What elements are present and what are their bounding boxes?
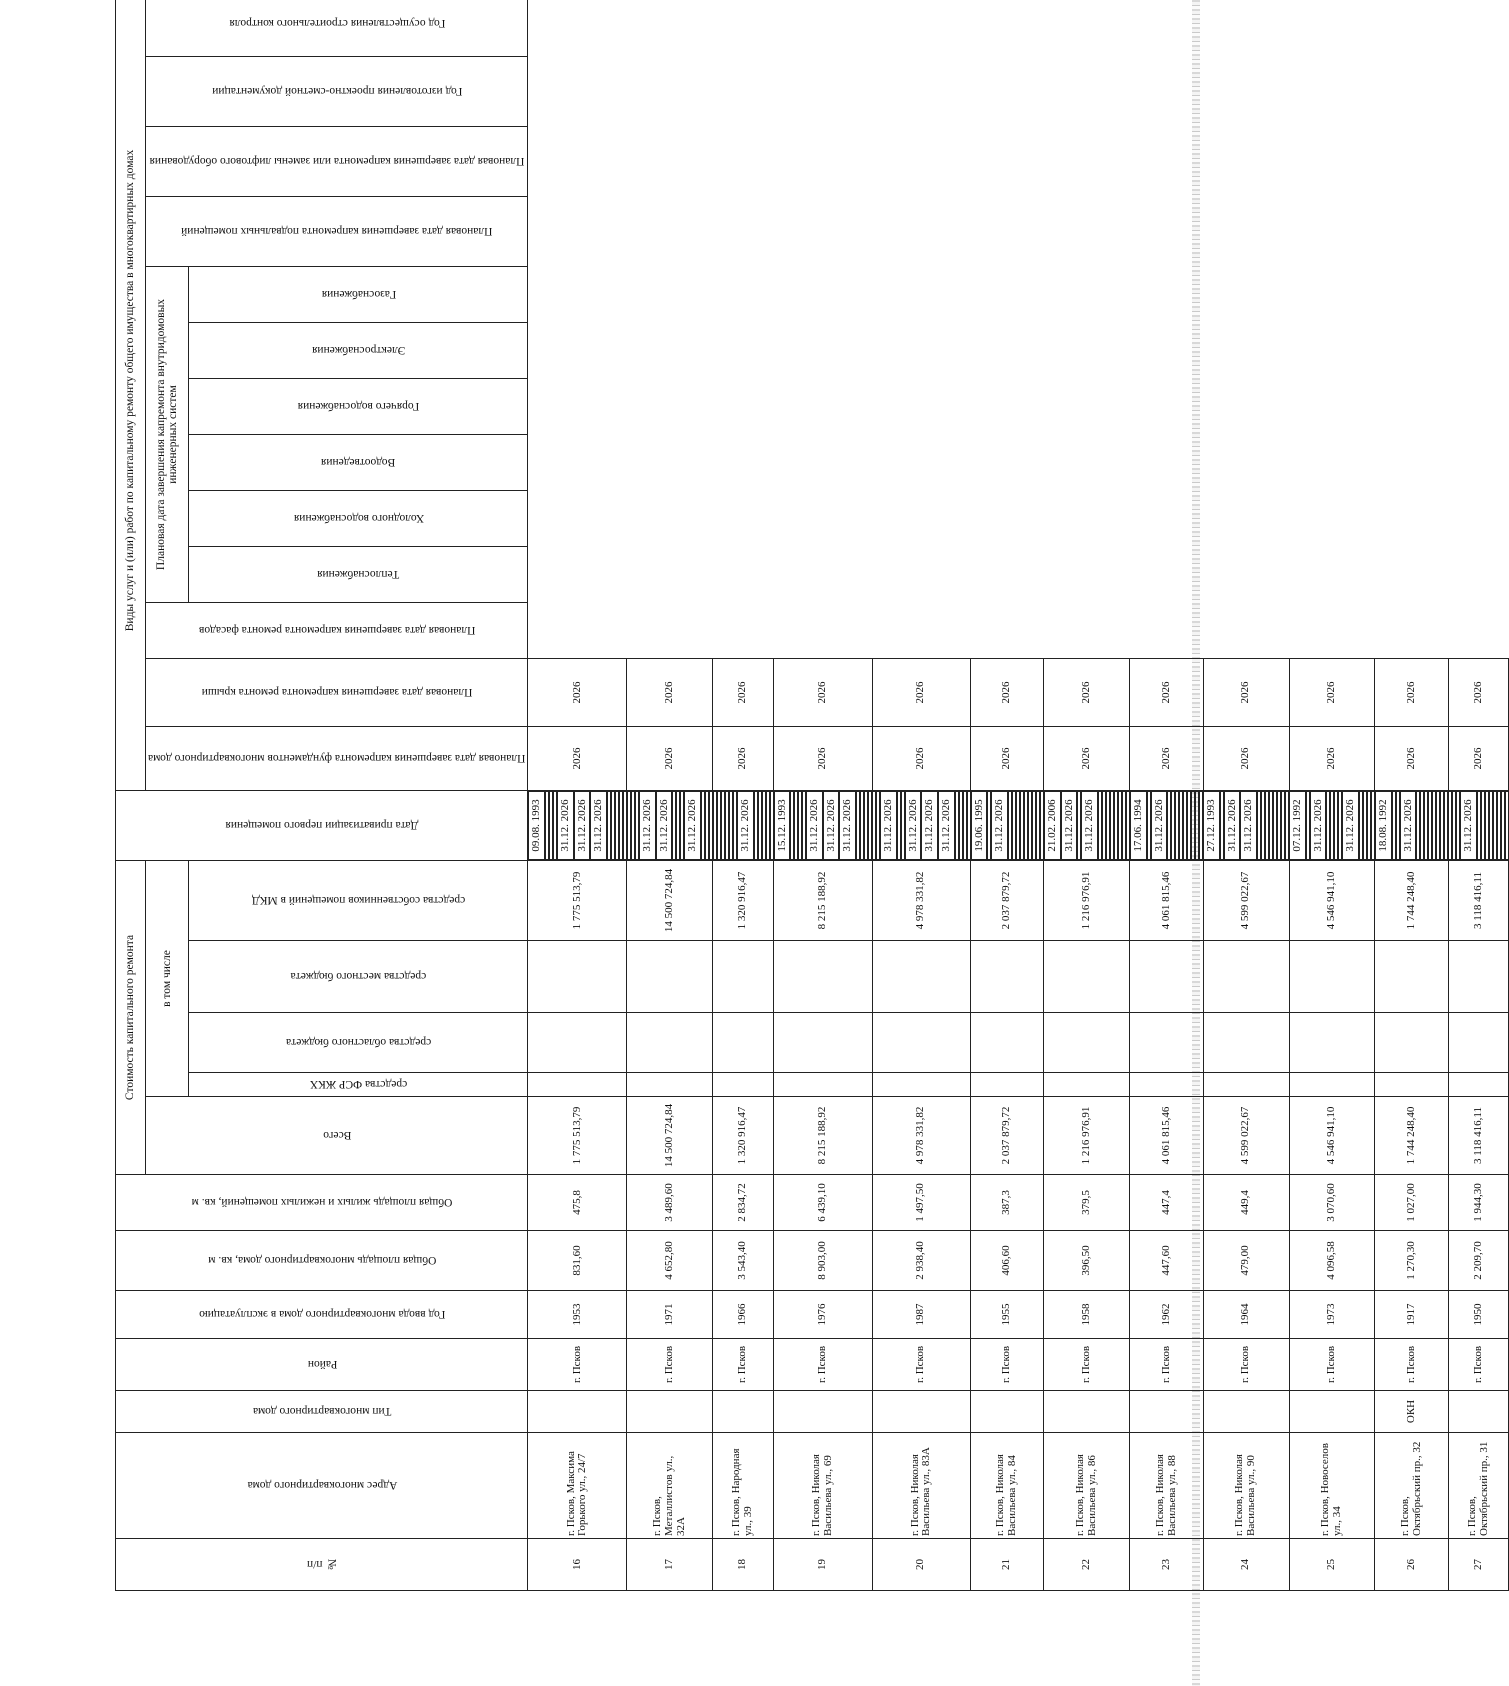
cell-cost-regional: [528, 1013, 627, 1073]
header-engineering-group: Плановая дата завершения капремонта внутридомовых инженерных систем: [146, 267, 189, 603]
cell-cost-fund: [1044, 1073, 1130, 1097]
cell-year-built: 1964: [1203, 1291, 1289, 1339]
cell-facade: 31.12. 2026: [1240, 791, 1257, 860]
cell-total-area: 8 903,00: [774, 1231, 873, 1291]
cell-address: г. Псков, Октябрьский пр., 31: [1448, 1433, 1509, 1539]
cell-cost-fund: [971, 1073, 1044, 1097]
cell-cost-total: 4 599 022,67: [1203, 1097, 1289, 1175]
cell-privatization: 21.02. 2006: [1044, 791, 1061, 860]
cell-roof: 31.12. 2026: [880, 791, 897, 860]
header-control-year: Год осуществления строительного контроля: [146, 0, 528, 57]
cell-design-year: 2026: [774, 727, 873, 791]
cell-privatization: 17.06. 1994: [1130, 791, 1147, 860]
cell-total-area: 447,60: [1130, 1231, 1203, 1291]
cell-cost-total: 14 500 724,84: [627, 1097, 713, 1175]
cell-cold-water: 31.12. 2026: [574, 791, 591, 860]
cell-district: г. Псков: [627, 1339, 713, 1391]
cell-district: г. Псков: [1130, 1339, 1203, 1391]
cell-hot-water: 31.12. 2026: [839, 791, 856, 860]
table-row: [1044, 0, 1130, 1591]
cell-cost-fund: [1289, 1073, 1375, 1097]
cell-cost-fund: [1448, 1073, 1509, 1097]
cell-cost-owners: 8 215 188,92: [774, 861, 873, 941]
cell-premises-area: 447,4: [1130, 1175, 1203, 1231]
cell-address: г. Псков, Металлистов ул., 32А: [627, 1433, 713, 1539]
table-row: [1130, 0, 1203, 1591]
table-body: [528, 0, 1509, 1591]
header-cost-regional: средства областного бюджета: [189, 1013, 528, 1073]
cell-control-year: 2026: [1448, 659, 1509, 727]
header-privatization: Дата приватизации первого помещения: [116, 791, 528, 861]
header-foundation: Плановая дата завершения капремонта фундаментов многоквартирного дома: [146, 727, 528, 791]
header-drainage: Водоотведения: [189, 435, 528, 491]
cell-cold-water: 31.12. 2026: [905, 791, 922, 860]
cell-cost-local: [1375, 941, 1448, 1013]
cell-cost-fund: [713, 1073, 774, 1097]
header-cold-water: Холодного водоснабжения: [189, 491, 528, 547]
cell-control-year: 2026: [971, 659, 1044, 727]
table-row: [1375, 0, 1448, 1591]
table-row: [872, 0, 971, 1591]
cell-cost-regional: [1289, 1013, 1375, 1073]
cell-cost-local: [1203, 941, 1289, 1013]
cell-design-year: 2026: [872, 727, 971, 791]
cell-num: 26: [1375, 1539, 1448, 1591]
cell-district: г. Псков: [872, 1339, 971, 1391]
cell-hot-water: 31.12. 2026: [1342, 791, 1359, 860]
header-cost-owners: средства собственников помещений в МКД: [189, 861, 528, 941]
cell-num: 25: [1289, 1539, 1375, 1591]
cell-control-year: 2026: [774, 659, 873, 727]
cell-cost-regional: [1130, 1013, 1203, 1073]
header-house-type: Тип многоквартирного дома: [116, 1391, 528, 1433]
cell-cost-local: [1448, 941, 1509, 1013]
cell-cost-fund: [1130, 1073, 1203, 1097]
cell-roof: 31.12. 2026: [1310, 791, 1327, 860]
cell-premises-area: 1 027,00: [1375, 1175, 1448, 1231]
cell-drainage: 31.12. 2026: [590, 791, 607, 860]
cell-roof: 31.12. 2026: [1151, 791, 1168, 860]
cell-house-type: [872, 1391, 971, 1433]
cell-drainage: 31.12. 2026: [737, 791, 754, 860]
cell-district: г. Псков: [1203, 1339, 1289, 1391]
cell-address: г. Псков, Николая Васильева ул., 83А: [872, 1433, 971, 1539]
cell-cost-fund: [872, 1073, 971, 1097]
cell-num: 21: [971, 1539, 1044, 1591]
cell-premises-area: 475,8: [528, 1175, 627, 1231]
cell-cost-fund: [627, 1073, 713, 1097]
capital-repair-table: [115, 0, 1509, 1591]
cell-district: г. Псков: [713, 1339, 774, 1391]
cell-design-year: 2026: [627, 727, 713, 791]
cell-design-year: 2026: [1203, 727, 1289, 791]
cell-cost-local: [627, 941, 713, 1013]
cell-house-type: [1044, 1391, 1130, 1433]
cell-year-built: 1958: [1044, 1291, 1130, 1339]
cell-privatization: 27.12. 1993: [1203, 791, 1220, 860]
cell-house-type: [1130, 1391, 1203, 1433]
cell-num: 17: [627, 1539, 713, 1591]
cell-total-area: 4 652,80: [627, 1231, 713, 1291]
cell-cost-regional: [774, 1013, 873, 1073]
cell-cost-total: 8 215 188,92: [774, 1097, 873, 1175]
cell-control-year: 2026: [528, 659, 627, 727]
cell-cost-total: 1 216 976,91: [1044, 1097, 1130, 1175]
cell-electricity: 31.12. 2026: [684, 791, 701, 860]
cell-control-year: 2026: [872, 659, 971, 727]
cell-premises-area: 3 070,60: [1289, 1175, 1375, 1231]
rotated-sheet: [115, 17, 1490, 1591]
table-row: [1289, 0, 1375, 1591]
cell-cost-local: [528, 941, 627, 1013]
cell-address: г. Псков, Народная ул., 39: [713, 1433, 774, 1539]
table-row: [1448, 0, 1509, 1591]
header-electricity: Электроснабжения: [189, 323, 528, 379]
cell-design-year: 2026: [1375, 727, 1448, 791]
cell-house-type: [627, 1391, 713, 1433]
header-address: Адрес многоквартирного дома: [116, 1433, 528, 1539]
cell-cold-water: 31.12. 2026: [806, 791, 823, 860]
cell-cost-owners: 1 216 976,91: [1044, 861, 1130, 941]
cell-privatization: 07.12. 1992: [1289, 791, 1306, 860]
cell-address: г. Псков, Николая Васильева ул., 90: [1203, 1433, 1289, 1539]
cell-design-year: 2026: [528, 727, 627, 791]
cell-roof: 31.12. 2026: [991, 791, 1008, 860]
cell-house-type: [1289, 1391, 1375, 1433]
cell-num: 16: [528, 1539, 627, 1591]
cell-total-area: 3 543,40: [713, 1231, 774, 1291]
cell-heating: 31.12. 2026: [656, 791, 673, 860]
cell-design-year: 2026: [1448, 727, 1509, 791]
cell-elevator: [1505, 791, 1509, 860]
cell-cost-fund: [774, 1073, 873, 1097]
cell-facade: 31.12. 2026: [1081, 791, 1098, 860]
cell-cost-local: [1289, 941, 1375, 1013]
header-district: Район: [116, 1339, 528, 1391]
cell-control-year: 2026: [1203, 659, 1289, 727]
cell-cost-owners: 4 061 815,46: [1130, 861, 1203, 941]
cell-district: г. Псков: [1448, 1339, 1509, 1391]
cell-facade: 31.12. 2026: [1460, 791, 1477, 860]
cell-cost-owners: 1 775 513,79: [528, 861, 627, 941]
cell-total-area: 831,60: [528, 1231, 627, 1291]
header-hot-water: Горячего водоснабжения: [189, 379, 528, 435]
cell-cost-owners: 4 599 022,67: [1203, 861, 1289, 941]
cell-total-area: 4 096,58: [1289, 1231, 1375, 1291]
cell-district: г. Псков: [1289, 1339, 1375, 1391]
cell-district: г. Псков: [528, 1339, 627, 1391]
cell-control-year: 2026: [1130, 659, 1203, 727]
cell-house-type: [1203, 1391, 1289, 1433]
cell-cost-owners: 2 037 879,72: [971, 861, 1044, 941]
cell-num: 19: [774, 1539, 873, 1591]
cell-cost-local: [971, 941, 1044, 1013]
cell-cost-total: 1 744 248,40: [1375, 1097, 1448, 1175]
cell-design-year: 2026: [1130, 727, 1203, 791]
header-cost-total: Всего: [146, 1097, 528, 1175]
cell-cost-local: [1044, 941, 1130, 1013]
cell-cost-total: 1 320 916,47: [713, 1097, 774, 1175]
cell-house-type: ОКН: [1375, 1391, 1448, 1433]
cell-cost-regional: [872, 1013, 971, 1073]
cell-total-area: 396,50: [1044, 1231, 1130, 1291]
cell-year-built: 1973: [1289, 1291, 1375, 1339]
cell-design-year: 2026: [1289, 727, 1375, 791]
cell-premises-area: 2 834,72: [713, 1175, 774, 1231]
cell-address: г. Псков, Новоселов ул., 34: [1289, 1433, 1375, 1539]
cell-house-type: [528, 1391, 627, 1433]
cell-design-year: 2026: [713, 727, 774, 791]
cell-facade: 31.12. 2026: [1400, 791, 1417, 860]
table-row: [627, 0, 713, 1591]
header-total-area: Общая площадь многоквартирного дома, кв. м: [116, 1231, 528, 1291]
cell-premises-area: 6 439,10: [774, 1175, 873, 1231]
cell-total-area: 1 270,30: [1375, 1231, 1448, 1291]
table-row: [774, 0, 873, 1591]
cell-num: 24: [1203, 1539, 1289, 1591]
cell-cost-total: 4 061 815,46: [1130, 1097, 1203, 1175]
cell-cost-fund: [1375, 1073, 1448, 1097]
cell-cost-total: 4 546 941,10: [1289, 1097, 1375, 1175]
cell-total-area: 406,60: [971, 1231, 1044, 1291]
header-premises-area: Общая площадь жилых и нежилых помещений, кв. м: [116, 1175, 528, 1231]
cell-num: 18: [713, 1539, 774, 1591]
cell-premises-area: 449,4: [1203, 1175, 1289, 1231]
cell-address: г. Псков, Максима Горького ул., 24/7: [528, 1433, 627, 1539]
cell-privatization: 15.12. 1993: [774, 791, 791, 860]
cell-total-area: 2 938,40: [872, 1231, 971, 1291]
cell-house-type: [971, 1391, 1044, 1433]
cell-year-built: 1917: [1375, 1291, 1448, 1339]
cell-address: г. Псков, Николая Васильева ул., 88: [1130, 1433, 1203, 1539]
header-gas: Газоснабжения: [189, 267, 528, 323]
cell-house-type: [713, 1391, 774, 1433]
cell-privatization: 09.08. 1993: [528, 791, 545, 860]
header-num: № п/п: [116, 1539, 528, 1591]
cell-cost-owners: 4 978 331,82: [872, 861, 971, 941]
cell-foundation: 31.12. 2026: [1061, 791, 1078, 860]
cell-cost-local: [872, 941, 971, 1013]
cell-address: г. Псков, Николая Васильева ул., 86: [1044, 1433, 1130, 1539]
cell-premises-area: 379,5: [1044, 1175, 1130, 1231]
cell-design-year: 2026: [1044, 727, 1130, 791]
cell-control-year: 2026: [1375, 659, 1448, 727]
header-year-built: Год ввода многоквартирного дома в эксплуатацию: [116, 1291, 528, 1339]
cell-district: г. Псков: [1375, 1339, 1448, 1391]
cell-design-year: 2026: [971, 727, 1044, 791]
cell-control-year: 2026: [627, 659, 713, 727]
header-cost-including: в том числе: [146, 861, 189, 1097]
cell-premises-area: 387,3: [971, 1175, 1044, 1231]
cell-privatization: 19.06. 1995: [971, 791, 988, 860]
header-cost-fund: средства ФСР ЖКХ: [189, 1073, 528, 1097]
cell-drainage: 31.12. 2026: [921, 791, 938, 860]
cell-cost-owners: 4 546 941,10: [1289, 861, 1375, 941]
cell-drainage: 31.12. 2026: [823, 791, 840, 860]
cell-cost-local: [1130, 941, 1203, 1013]
cell-year-built: 1962: [1130, 1291, 1203, 1339]
table-row: [971, 0, 1044, 1591]
cell-heating: 31.12. 2026: [557, 791, 574, 860]
cell-cost-regional: [1375, 1013, 1448, 1073]
cell-cost-local: [713, 941, 774, 1013]
cell-facade: 31.12. 2026: [639, 791, 656, 860]
cell-premises-area: 1 944,30: [1448, 1175, 1509, 1231]
cell-cost-owners: 1 744 248,40: [1375, 861, 1448, 941]
cell-cost-regional: [713, 1013, 774, 1073]
header-cost-group: Стоимость капитального ремонта: [116, 861, 146, 1175]
cell-house-type: [1448, 1391, 1509, 1433]
cell-num: 23: [1130, 1539, 1203, 1591]
cell-cost-regional: [627, 1013, 713, 1073]
cell-year-built: 1971: [627, 1291, 713, 1339]
cell-cost-fund: [528, 1073, 627, 1097]
cell-year-built: 1955: [971, 1291, 1044, 1339]
cell-hot-water: 31.12. 2026: [938, 791, 955, 860]
cell-num: 27: [1448, 1539, 1509, 1591]
cell-control-year: 2026: [1289, 659, 1375, 727]
header-basement: Плановая дата завершения капремонта подвальных помещений: [146, 197, 528, 267]
cell-cost-total: 3 118 416,11: [1448, 1097, 1509, 1175]
cell-control-year: 2026: [713, 659, 774, 727]
cell-year-built: 1950: [1448, 1291, 1509, 1339]
cell-address: г. Псков, Николая Васильева ул., 69: [774, 1433, 873, 1539]
cell-cost-total: 1 775 513,79: [528, 1097, 627, 1175]
cell-total-area: 2 209,70: [1448, 1231, 1509, 1291]
cell-premises-area: 3 489,60: [627, 1175, 713, 1231]
header-works-group: Виды услуг и (или) работ по капитальному ремонту общего имущества в многоквартирных домах: [116, 0, 146, 791]
cell-cost-fund: [1203, 1073, 1289, 1097]
cell-cost-owners: 3 118 416,11: [1448, 861, 1509, 941]
cell-cost-local: [774, 941, 873, 1013]
header-roof: Плановая дата завершения капремонта ремонта крыши: [146, 659, 528, 727]
table-row: [713, 0, 774, 1591]
cell-num: 22: [1044, 1539, 1130, 1591]
cell-cost-regional: [1448, 1013, 1509, 1073]
cell-district: г. Псков: [971, 1339, 1044, 1391]
table-row: [528, 0, 627, 1591]
cell-cost-regional: [971, 1013, 1044, 1073]
cell-year-built: 1976: [774, 1291, 873, 1339]
table-row: [1203, 0, 1289, 1591]
header-cost-local: средства местного бюджета: [189, 941, 528, 1013]
cell-address: г. Псков, Октябрьский пр., 32: [1375, 1433, 1448, 1539]
cell-district: г. Псков: [774, 1339, 873, 1391]
cell-total-area: 479,00: [1203, 1231, 1289, 1291]
cell-num: 20: [872, 1539, 971, 1591]
cell-cost-regional: [1044, 1013, 1130, 1073]
header-elevator: Плановая дата завершения капремонта или замены лифтового оборудования: [146, 127, 528, 197]
cell-house-type: [774, 1391, 873, 1433]
cell-district: г. Псков: [1044, 1339, 1130, 1391]
cell-cost-owners: 1 320 916,47: [713, 861, 774, 941]
cell-year-built: 1953: [528, 1291, 627, 1339]
cell-cost-total: 2 037 879,72: [971, 1097, 1044, 1175]
cell-roof: 31.12. 2026: [1224, 791, 1241, 860]
header-facade: Плановая дата завершения капремонта ремонта фасадов: [146, 603, 528, 659]
cell-cost-total: 4 978 331,82: [872, 1097, 971, 1175]
cell-address: г. Псков, Николая Васильева ул., 84: [971, 1433, 1044, 1539]
header-design-year: Год изготовления проектно-сметной документации: [146, 57, 528, 127]
header-heating: Теплоснабжения: [189, 547, 528, 603]
cell-premises-area: 1 497,50: [872, 1175, 971, 1231]
cell-control-year: 2026: [1044, 659, 1130, 727]
cell-year-built: 1987: [872, 1291, 971, 1339]
cell-cost-owners: 14 500 724,84: [627, 861, 713, 941]
cell-privatization: 18.08. 1992: [1375, 791, 1392, 860]
cell-year-built: 1966: [713, 1291, 774, 1339]
cell-cost-regional: [1203, 1013, 1289, 1073]
